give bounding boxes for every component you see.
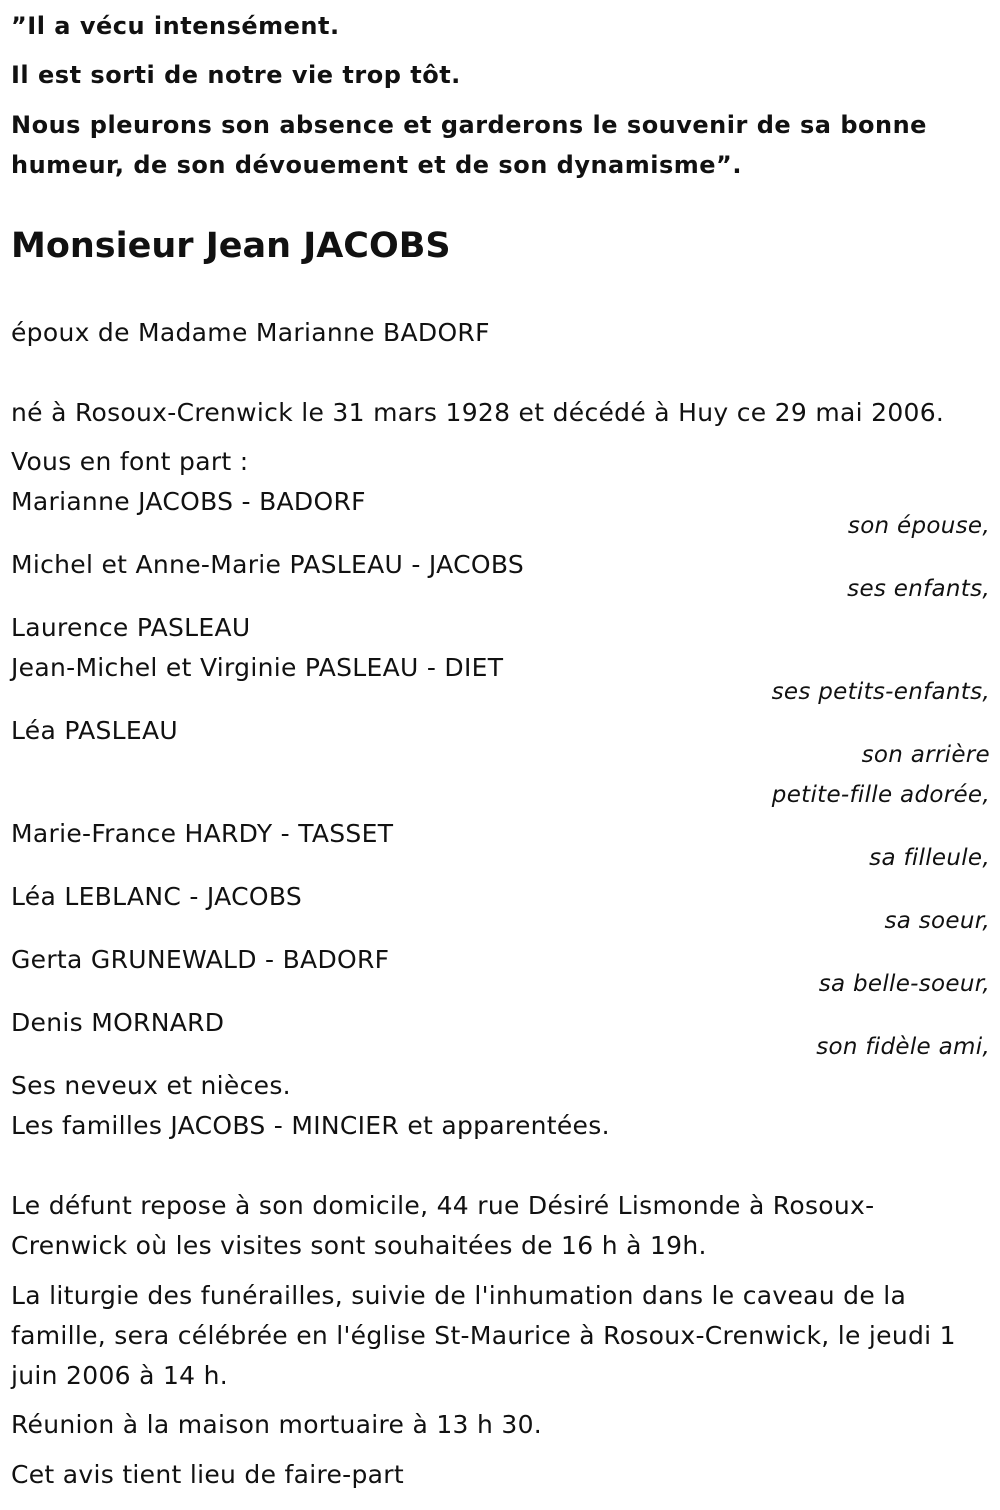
family-name-4: Léa PASLEAU [11, 716, 179, 745]
liturgy-line-1: La liturgie des funérailles, suivie de l'inhumation dans le caveau de la [11, 1281, 907, 1310]
family-name-3: Jean-Michel et Virginie PASLEAU - DIET [11, 653, 504, 682]
repose-line-2: Crenwick où les visites sont souhaitées de 16 h à 19h. [11, 1231, 707, 1260]
families-line: Les familles JACOBS - MINCIER et apparentées. [11, 1111, 610, 1140]
family-relation-6: sa soeur, [884, 908, 990, 934]
birth-death-line: né à Rosoux-Crenwick le 31 mars 1928 et décédé à Huy ce 29 mai 2006. [11, 398, 945, 427]
spouse-line: époux de Madame Marianne BADORF [11, 318, 490, 347]
nephews-line: Ses neveux et nièces. [11, 1071, 291, 1100]
family-name-0: Marianne JACOBS - BADORF [11, 487, 366, 516]
family-relation-7: sa belle-soeur, [818, 971, 990, 997]
family-name-7: Gerta GRUNEWALD - BADORF [11, 945, 390, 974]
reunion-line: Réunion à la maison mortuaire à 13 h 30. [11, 1410, 543, 1439]
family-relation-5: sa filleule, [869, 845, 990, 871]
quote-line-4: humeur, de son dévouement et de son dynamisme”. [11, 151, 742, 179]
liturgy-line-2: famille, sera célébrée en l'église St-Maurice à Rosoux-Crenwick, le jeudi 1 [11, 1321, 956, 1350]
notice-line: Cet avis tient lieu de faire-part [11, 1460, 404, 1489]
family-relation-4-line2: petite-fille adorée, [771, 782, 990, 808]
family-name-2: Laurence PASLEAU [11, 613, 251, 642]
family-relation-1: ses enfants, [847, 576, 990, 602]
family-name-5: Marie-France HARDY - TASSET [11, 819, 394, 848]
repose-line-1: Le défunt repose à son domicile, 44 rue Désiré Lismonde à Rosoux- [11, 1191, 875, 1220]
family-relation-8: son fidèle ami, [816, 1034, 990, 1060]
quote-line-2: Il est sorti de notre vie trop tôt. [11, 61, 461, 89]
family-relation-0: son épouse, [847, 513, 990, 539]
family-name-1: Michel et Anne-Marie PASLEAU - JACOBS [11, 550, 525, 579]
family-name-8: Denis MORNARD [11, 1008, 225, 1037]
deceased-name: Monsieur Jean JACOBS [11, 226, 451, 266]
family-intro: Vous en font part : [11, 447, 249, 476]
family-relation-3: ses petits-enfants, [771, 679, 990, 705]
liturgy-line-3: juin 2006 à 14 h. [11, 1361, 229, 1390]
quote-line-1: ”Il a vécu intensément. [11, 12, 340, 40]
family-relation-4: son arrière [861, 742, 990, 768]
family-name-6: Léa LEBLANC - JACOBS [11, 882, 302, 911]
quote-line-3: Nous pleurons son absence et garderons le souvenir de sa bonne [11, 111, 927, 139]
